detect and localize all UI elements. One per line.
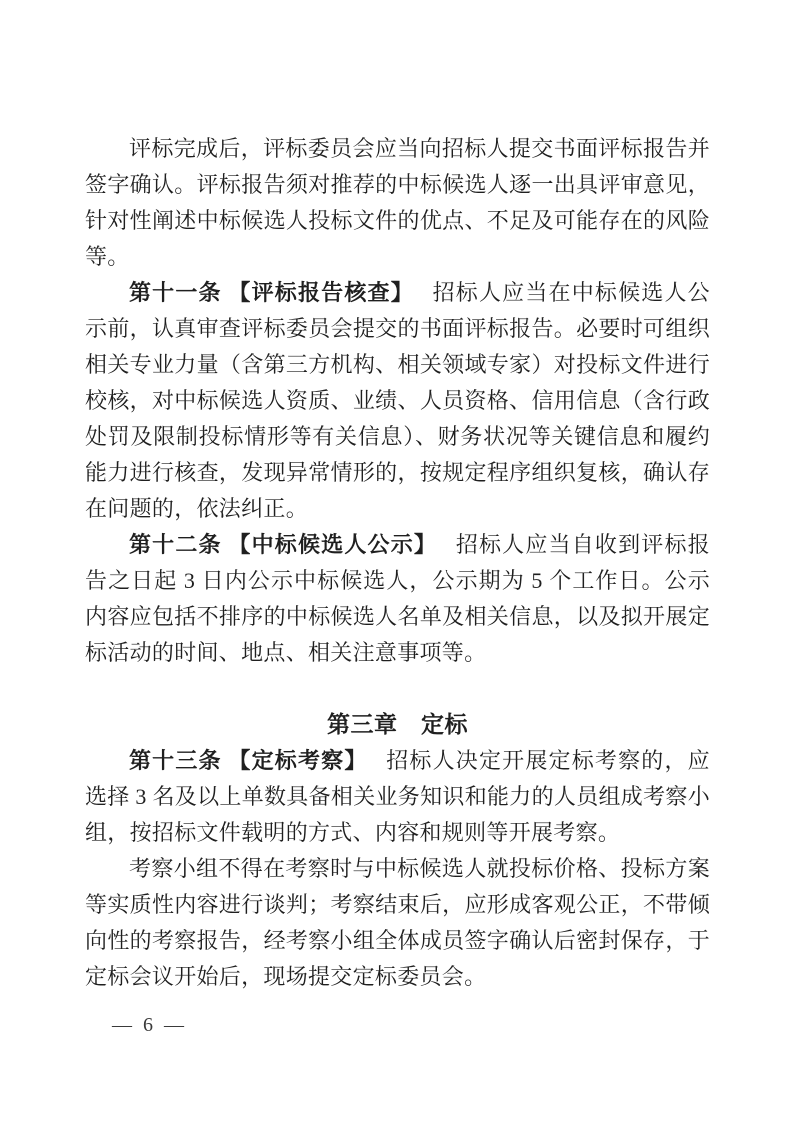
paragraph-article-12 [85,527,710,671]
article-13-title: 第十三条 【定标考察】 [129,748,368,773]
paragraph-inspection-team [85,851,710,995]
document-content [85,131,710,995]
paragraph-text: 招标人决定开展定标考察的，应选择 3 名及以上单数具备相关业务知识和能力的人员组成考察小组，按招标文件载明的方式、内容和规则等开展考察。 [85,748,711,845]
chapter-heading: 第三章 定标 [327,712,468,737]
paragraph-text: 招标人应当在中标候选人公示前，认真审查评标委员会提交的书面评标报告。必要时可组织相关专业力量（含第三方机构、相关领域专家）对投标文件进行校核，对中标候选人资质、业绩、人员资格、信用信息（含行政处罚及限制投标情形等有关信息）、财务状况等关键信息和履约能力进行核查，发现异常情形的，按规定程序组织复核，确认存在问题的，依法纠正。 [85,280,710,521]
paragraph-text: 评标完成后，评标委员会应当向招标人提交书面评标报告并签字确认。评标报告须对推荐的中标候选人逐一出具评审意见，针对性阐述中标候选人投标文件的优点、不足及可能存在的风险等。 [85,136,710,269]
page-number: — 6 — [112,1014,187,1036]
article-12-title: 第十二条 【中标候选人公示】 [129,532,438,557]
paragraph-evaluation-report-intro [85,131,710,275]
paragraph-text: 考察小组不得在考察时与中标候选人就投标价格、投标方案等实质性内容进行谈判；考察结束后，应形成客观公正，不带倾向性的考察报告，经考察小组全体成员签字确认后密封保存，于定标会议开始后，现场提交定标委员会。 [85,856,710,989]
paragraph-text: 招标人应当自收到评标报告之日起 3 日内公示中标候选人，公示期为 5 个工作日。公示内容应包括不排序的中标候选人名单及相关信息，以及拟开展定标活动的时间、地点、相关注意事项等。 [85,532,710,665]
paragraph-article-13 [85,743,710,851]
paragraph-article-11 [85,275,710,527]
article-11-title: 第十一条 【评标报告核查】 [129,280,414,305]
